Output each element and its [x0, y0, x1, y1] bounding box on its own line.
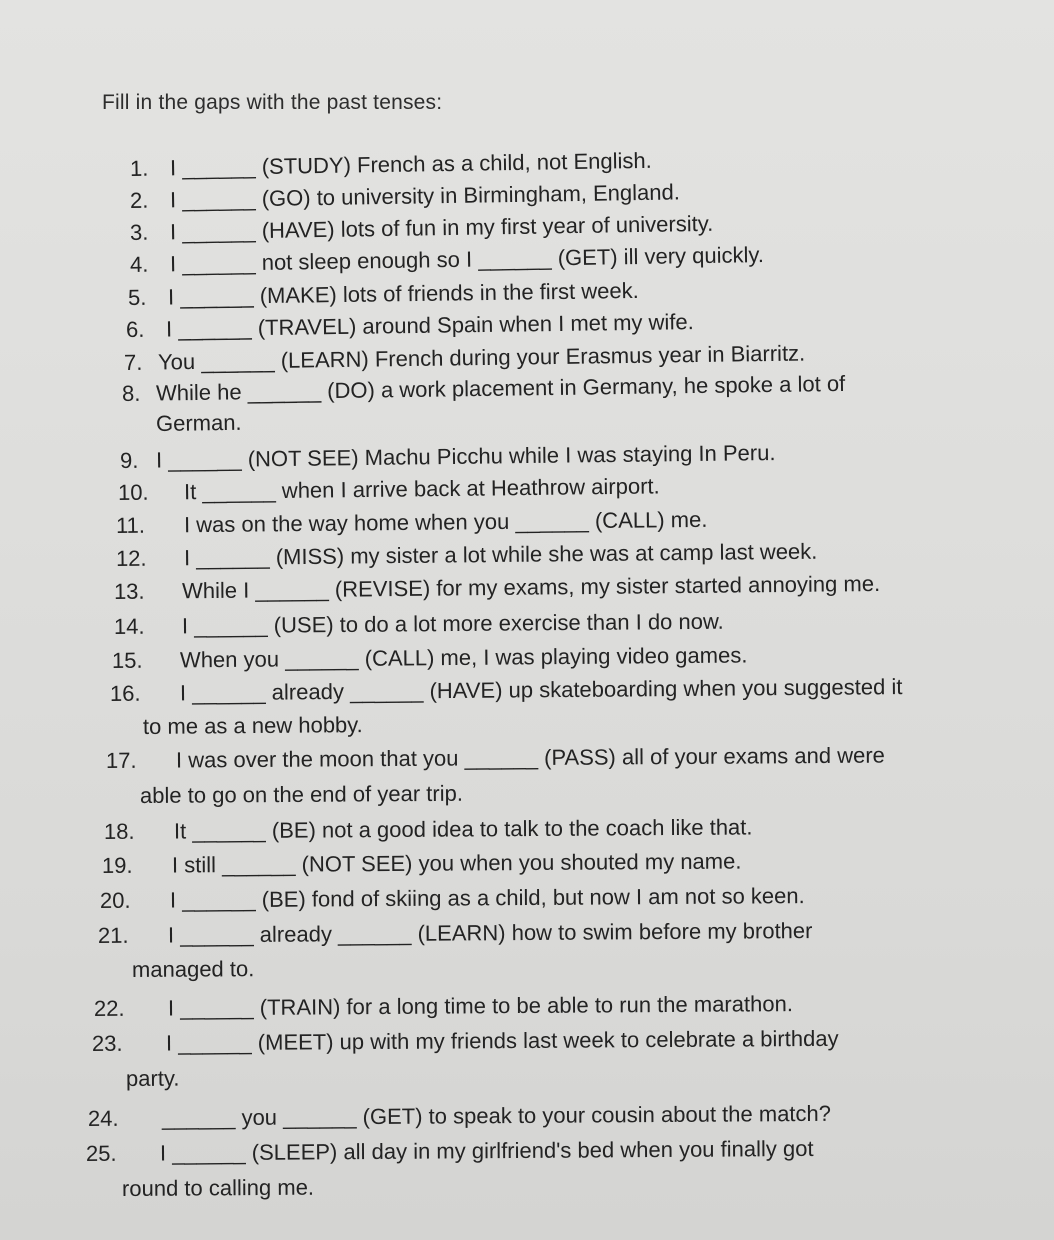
- exercise-item: [98, 918, 813, 949]
- exercise-number: 12.: [115, 545, 147, 571]
- exercise-item: [100, 883, 805, 914]
- exercise-sentence: I ______ (MEET) up with my friends last week to celebrate a birthday: [165, 1025, 839, 1056]
- exercise-item: [114, 609, 724, 640]
- exercise-item: [116, 539, 818, 572]
- exercise-item: [114, 571, 880, 605]
- exercise-number: 15.: [111, 647, 143, 673]
- exercise-number: 10.: [117, 479, 149, 505]
- exercise-number: 5.: [127, 284, 147, 310]
- exercise-sentence: I ______ (MAKE) lots of friends in the first week.: [167, 277, 639, 310]
- exercise-number: 23.: [91, 1030, 123, 1056]
- exercise-sentence-continuation: to me as a new hobby.: [142, 712, 363, 739]
- exercise-item: [110, 674, 903, 707]
- exercise-sentence-continuation: party.: [125, 1065, 180, 1091]
- exercise-item: [130, 148, 652, 182]
- exercise-sentence: I was over the moon that you ______ (PASS) all of your exams and were: [175, 742, 885, 773]
- exercise-item: [128, 278, 639, 311]
- exercise-sentence: I ______ (TRAIN) for a long time to be able to run the marathon.: [167, 991, 793, 1021]
- exercise-sentence: When you ______ (CALL) me, I was playing video games.: [179, 642, 748, 673]
- worksheet-title: Fill in the gaps with the past tenses:: [102, 91, 443, 114]
- exercise-number: 4.: [129, 251, 149, 277]
- exercise-sentence: I ______ already ______ (HAVE) up skateboarding when you suggested it: [179, 674, 903, 706]
- exercise-item: [116, 507, 708, 539]
- exercise-number: 14.: [113, 613, 145, 639]
- exercise-sentence: While he ______ (DO) a work placement in Germany, he spoke a lot of: [155, 370, 846, 406]
- exercise-sentence: I ______ (BE) fond of skiing as a child, but now I am not so keen.: [169, 883, 805, 913]
- exercise-sentence-continuation: round to calling me.: [121, 1174, 315, 1201]
- exercise-item: [94, 991, 793, 1022]
- exercise-sentence: While I ______ (REVISE) for my exams, my sister started annoying me.: [181, 570, 881, 604]
- exercise-sentence: I ______ (MISS) my sister a lot while she was at camp last week.: [183, 538, 818, 571]
- exercise-item: [88, 1101, 831, 1132]
- exercise-sentence-continuation: German.: [155, 409, 242, 436]
- exercise-number: 21.: [97, 922, 129, 948]
- exercise-item: [120, 440, 776, 474]
- exercise-number: 18.: [103, 818, 135, 844]
- exercise-item: [118, 473, 660, 506]
- exercise-item: [126, 309, 694, 343]
- exercise-sentence: I ______ (GO) to university in Birmingham, England.: [169, 179, 681, 213]
- exercise-number: 25.: [85, 1140, 117, 1166]
- exercise-number: 7.: [123, 349, 143, 375]
- exercise-sentence: I ______ (HAVE) lots of fun in my first year of university.: [169, 210, 714, 245]
- exercise-number: 2.: [129, 187, 149, 213]
- exercise-item: [106, 743, 885, 774]
- exercise-number: 9.: [119, 447, 139, 473]
- exercise-item: [112, 642, 748, 674]
- exercise-sentence: I ______ (TRAVEL) around Spain when I met my wife.: [165, 309, 694, 342]
- exercise-item: [92, 1026, 839, 1057]
- exercise-number: 1.: [129, 155, 149, 181]
- exercise-sentence: I ______ not sleep enough so I ______ (GET) ill very quickly.: [169, 242, 765, 277]
- exercise-sentence: ______ you ______ (GET) to speak to your cousin about the match?: [161, 1100, 832, 1131]
- exercise-sentence: I ______ already ______ (LEARN) how to swim before my brother: [167, 918, 813, 948]
- exercise-item: [102, 849, 742, 879]
- exercise-sentence: I ______ (SLEEP) all day in my girlfriend's bed when you finally got: [159, 1135, 814, 1166]
- exercise-sentence-continuation: managed to.: [131, 956, 255, 982]
- exercise-sentence: You ______ (LEARN) French during your Erasmus year in Biarritz.: [157, 340, 806, 375]
- exercise-number: 13.: [113, 578, 145, 604]
- exercise-item: [130, 242, 764, 278]
- exercise-item: [130, 179, 680, 214]
- exercise-number: 8.: [121, 380, 141, 406]
- exercise-sentence: I still ______ (NOT SEE) you when you shouted my name.: [171, 848, 742, 878]
- exercise-sentence: I ______ (STUDY) French as a child, not English.: [169, 147, 652, 181]
- exercise-item: [130, 211, 714, 246]
- exercise-sentence: It ______ when I arrive back at Heathrow airport.: [183, 473, 660, 505]
- exercise-number: 17.: [105, 747, 137, 773]
- exercise-number: 11.: [115, 512, 146, 538]
- exercise-number: 22.: [93, 995, 125, 1021]
- exercise-sentence: I was on the way home when you ______ (CALL) me.: [183, 506, 708, 538]
- exercise-number: 3.: [129, 219, 149, 245]
- exercise-sentence: It ______ (BE) not a good idea to talk to the coach like that.: [173, 814, 753, 844]
- exercise-number: 16.: [109, 680, 141, 706]
- exercise-number: 19.: [101, 852, 133, 878]
- exercise-item: [104, 814, 753, 845]
- exercise-number: 20.: [99, 887, 131, 913]
- exercise-item: [86, 1136, 814, 1167]
- exercise-number: 24.: [87, 1105, 119, 1131]
- exercise-item: [122, 371, 846, 407]
- exercise-sentence-continuation: able to go on the end of year trip.: [139, 780, 463, 808]
- exercise-number: 6.: [125, 316, 145, 342]
- exercise-item: [124, 340, 806, 376]
- exercise-sentence: I ______ (NOT SEE) Machu Picchu while I was staying In Peru.: [155, 439, 776, 473]
- exercise-sentence: I ______ (USE) to do a lot more exercise than I do now.: [181, 608, 724, 639]
